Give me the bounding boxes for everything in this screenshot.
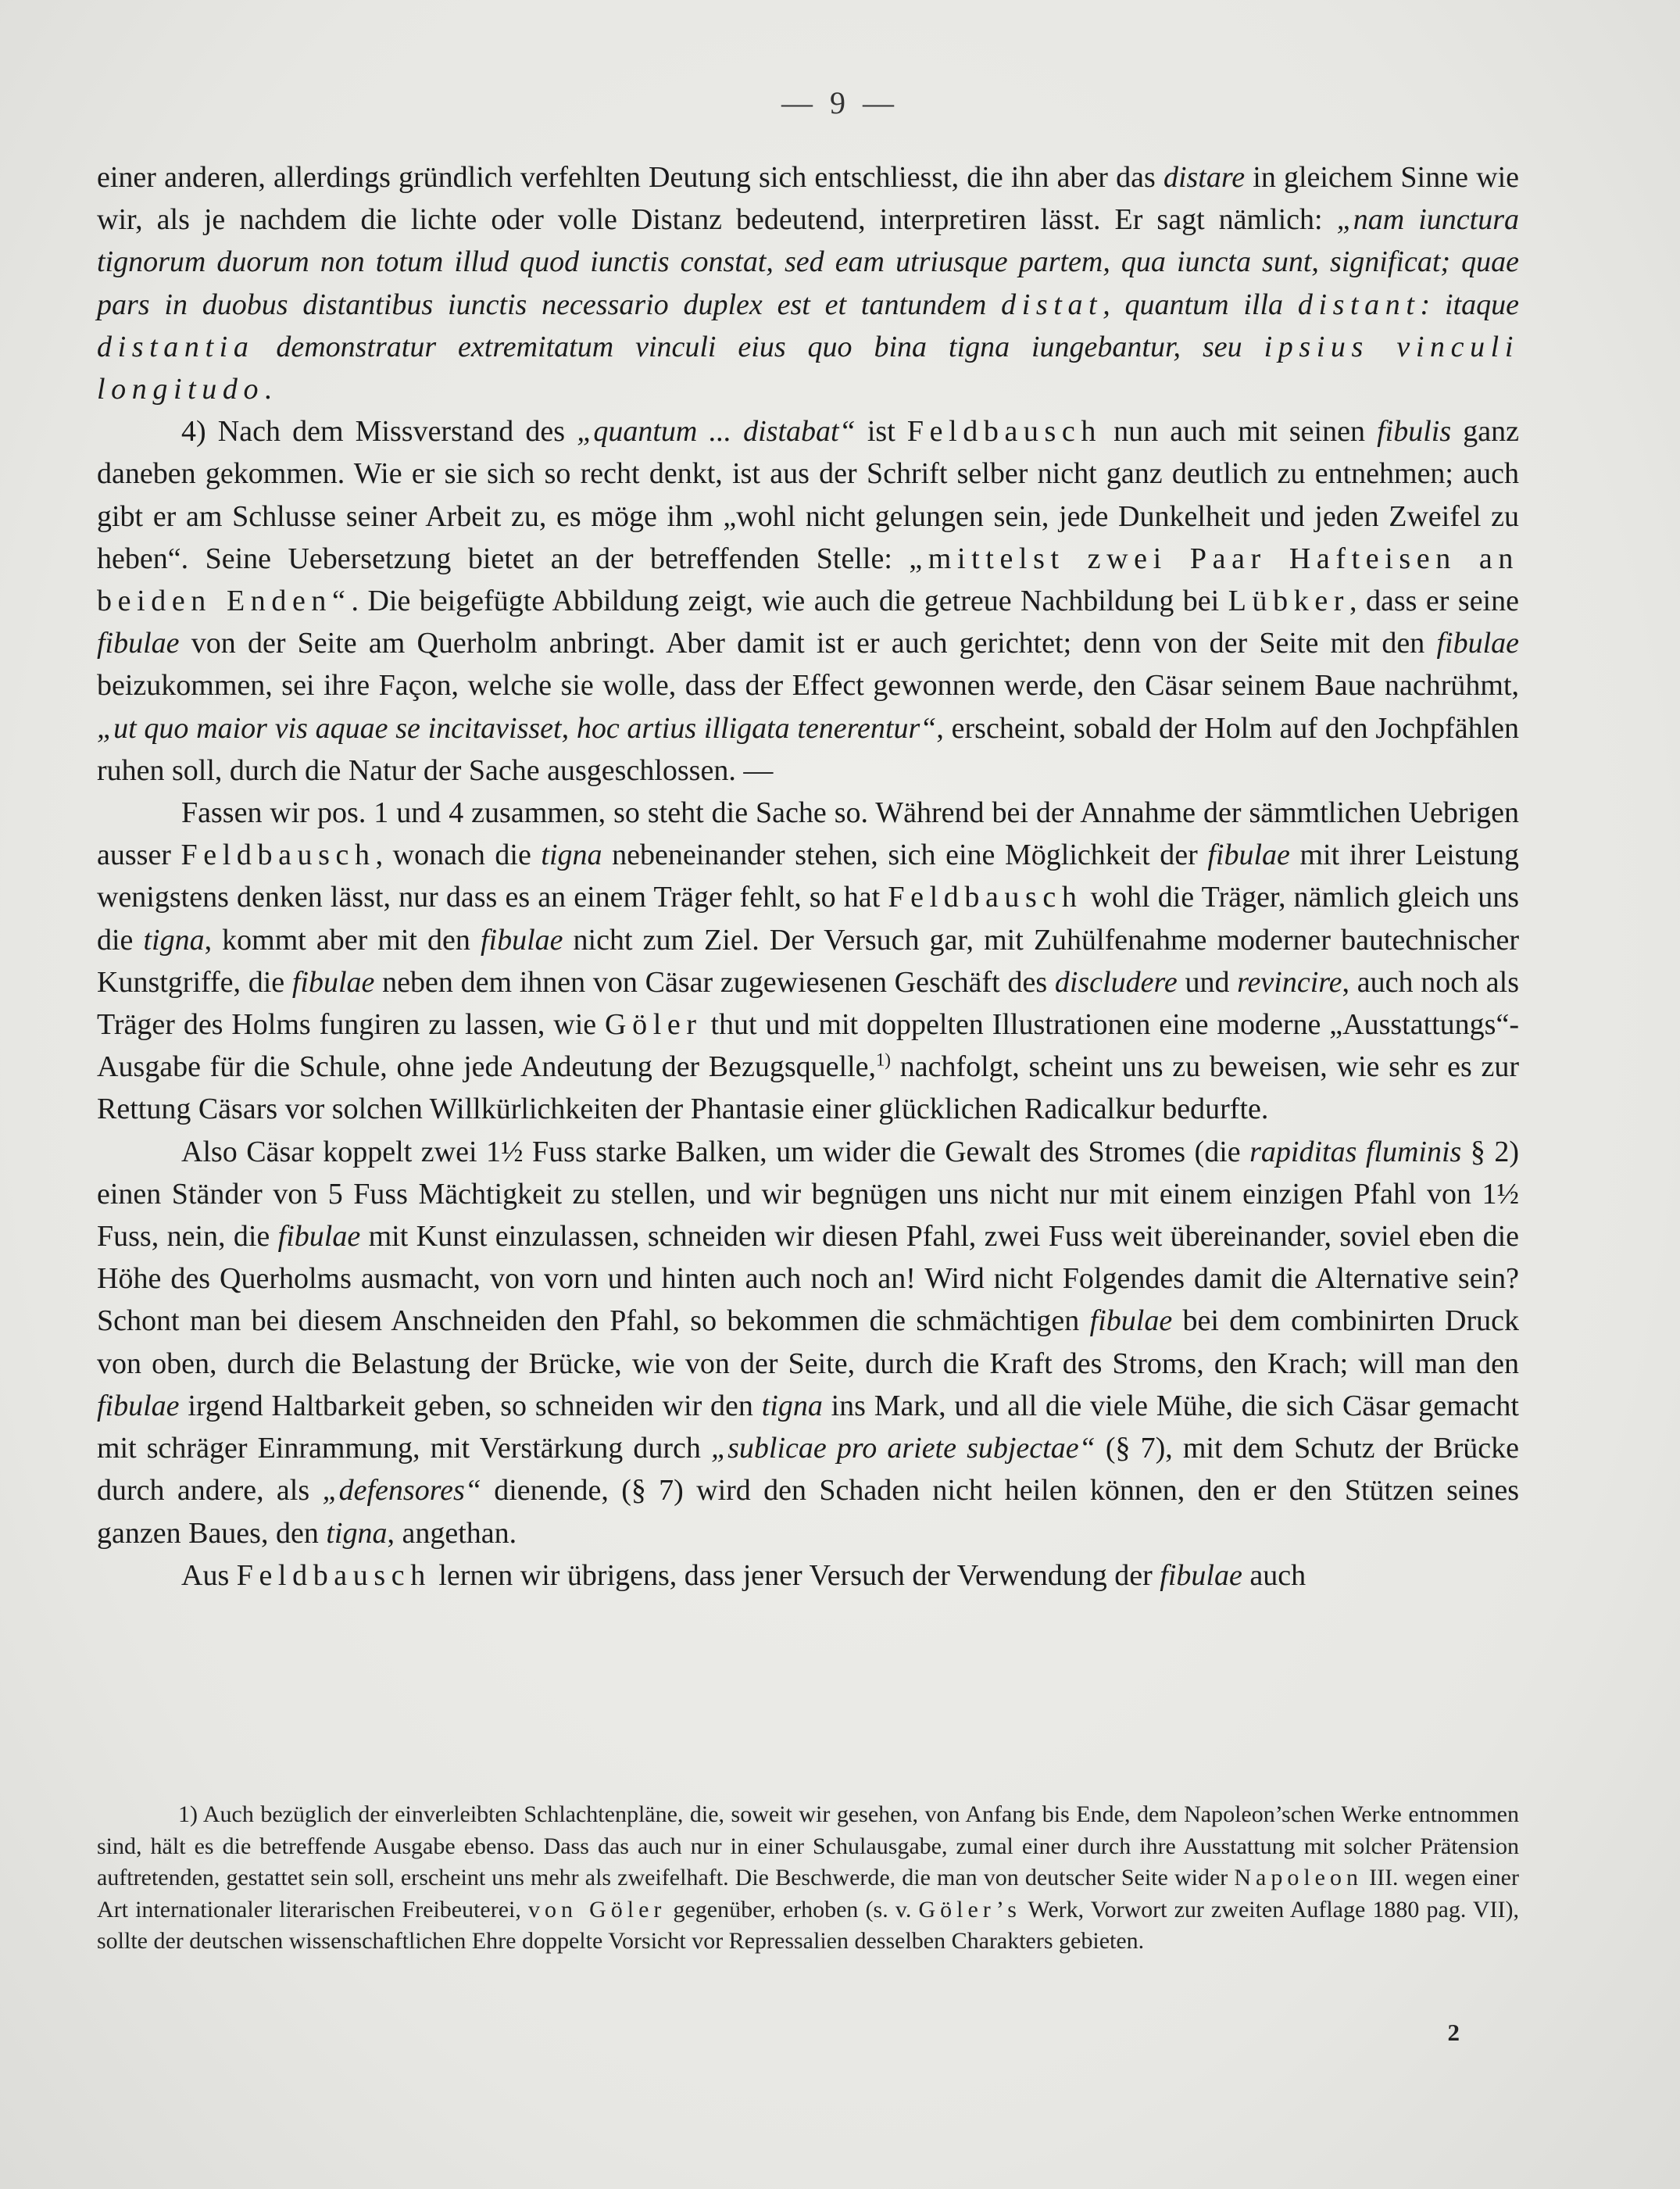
- italic-text: fibulae: [277, 1220, 361, 1254]
- italic-text: tigna: [541, 839, 602, 872]
- italic-text: „sublicae pro ariete subjectae“: [711, 1432, 1096, 1465]
- text-run: , wonach die: [375, 839, 542, 872]
- italic-text: fibulae: [97, 627, 180, 660]
- spaced-name: ipsius vinculi longitudo: [97, 330, 1520, 406]
- italic-text: fibulae: [1089, 1304, 1173, 1338]
- italic-text: „nam iunctura tignorum duorum non totum illud quod iunctis constat, sed eam utriusque partem, qua iuncta sunt, significat; quae pars in duobus distantibus iunctis necessario duplex est et tantundem: [97, 203, 1519, 321]
- spaced-name: Göler’s: [918, 1896, 1021, 1923]
- text-run: § 2) einen Ständer von 5 Fuss Mächtigkeit zu stellen, und wir begnügen uns nicht nur mit einem einzigen Pfahl von 1½ Fuss, nein, die: [97, 1135, 1519, 1254]
- text-run: (§ 7), mit dem Schutz der Brücke durch andere, als: [97, 1432, 1519, 1508]
- spaced-name: Lübker: [1228, 585, 1350, 618]
- text-run: , angethan.: [387, 1516, 517, 1550]
- text-run: , dass er seine: [1349, 585, 1519, 618]
- text-run: beizukommen, sei ihre Façon, welche sie wolle, dass der Effect gewonnen werde, den Cäsar seinem Baue nachrühmt,: [97, 669, 1519, 703]
- text-run: ins Mark, und all die viele Mühe, die sich Cäsar gemacht mit schräger Einrammung, mit Verstärkung durch: [97, 1389, 1519, 1465]
- paragraph: [97, 410, 1519, 792]
- text-run: einer anderen, allerdings gründlich verfehlten Deutung sich entschliesst, die ihn aber das: [97, 161, 1163, 194]
- text-run: 4) Nach dem Missverstand des: [181, 415, 577, 449]
- text-run: 1) Auch bezüglich der einverleibten Schlachtenpläne, die, soweit wir gesehen, von Anfang bis Ende, dem Napoleon’schen Werke entnommen sind, hält es die betreffende Ausgabe ebenso. Dass das auch nur in einer Schulausgabe, zumal einer durch ihre Ausstattung mit solcher Prätension auftretenden, gestattet sein soll, erscheint uns mehr als zweifelhaft. Die Beschwerde, die man von deutscher Seite wider: [97, 1801, 1519, 1890]
- text-run: dienende, (§ 7) wird den Schaden nicht heilen können, den er den Stützen seines ganzen Baues, den: [97, 1474, 1519, 1550]
- paragraph: [97, 792, 1519, 1131]
- italic-text: tigna: [326, 1516, 388, 1550]
- text-run: , auch noch als Träger des Holms fungiren zu lassen, wie: [97, 965, 1519, 1042]
- footnotes: [97, 1799, 1519, 1958]
- italic-text: „defensores“: [322, 1474, 481, 1508]
- text-run: nebeneinander stehen, sich eine Möglichkeit der: [602, 839, 1208, 872]
- paragraph: [97, 1554, 1519, 1597]
- text-run: nicht zum Ziel. Der Versuch gar, mit Zuhülfenahme moderner bautechnischer Kunstgriffe, die: [97, 923, 1519, 999]
- spaced-name: „mittelst zwei Paar Hafteisen an beiden Enden“: [97, 542, 1519, 618]
- italic-text: rapiditas fluminis: [1249, 1135, 1462, 1168]
- italic-text: fibulae: [1160, 1558, 1242, 1592]
- body-text: [97, 156, 1519, 1597]
- signature-mark: 2: [1447, 2019, 1460, 2046]
- italic-text: : itaque: [1420, 288, 1519, 321]
- text-run: . Die beigefügte Abbildung zeigt, wie auch die getreue Nachbildung bei: [351, 585, 1228, 618]
- italic-text: fibulae: [291, 965, 375, 999]
- text-run: III. wegen einer Art internationaler literarischen Freibeuterei,: [97, 1865, 1519, 1923]
- spaced-name: von Göler: [527, 1896, 667, 1923]
- italic-text: , quantum illa: [1103, 288, 1298, 321]
- spaced-name: Feldbausch: [181, 839, 376, 872]
- text-run: in gleichem Sinne wie wir, als je nachdem die lichte oder volle Distanz bedeutend, interpretiren lässt. Er sagt nämlich:: [97, 161, 1519, 237]
- text-run: lernen wir übrigens, dass jener Versuch der Verwendung der: [431, 1558, 1160, 1592]
- italic-text: tigna: [143, 923, 205, 957]
- text-run: Aus: [181, 1558, 237, 1592]
- spaced-name: Feldbausch: [888, 881, 1083, 914]
- footnote-ref: 1): [876, 1050, 892, 1070]
- italic-text: „quantum ... distabat“: [577, 415, 856, 449]
- text-run: nun auch mit seinen: [1101, 415, 1378, 449]
- footnote: [97, 1799, 1519, 1958]
- text-run: Also Cäsar koppelt zwei 1½ Fuss starke Balken, um wider die Gewalt des Stromes (die: [181, 1135, 1250, 1168]
- page-number-header: — 9 —: [781, 85, 899, 120]
- text-run: gegenüber, erhoben (s. v.: [666, 1896, 919, 1923]
- text-run: , erscheint, sobald der Holm auf den Jochpfählen ruhen soll, durch die Natur der Sache ausgeschlossen. —: [97, 711, 1519, 787]
- text-run: Fassen wir pos. 1 und 4 zusammen, so steht die Sache so. Während bei der Annahme der sämmtlichen Uebrigen ausser: [97, 796, 1519, 872]
- spaced-name: Napoleon: [1234, 1865, 1363, 1890]
- spaced-name: distant: [1297, 288, 1421, 321]
- italic-text: revincire: [1237, 965, 1342, 999]
- paragraph: [97, 1131, 1519, 1554]
- italic-text: tigna: [761, 1389, 823, 1422]
- text-run: , kommt aber mit den: [204, 923, 481, 957]
- spaced-name: Göler: [605, 1008, 702, 1042]
- italic-text: discludere: [1054, 965, 1178, 999]
- text-run: thut und mit doppelten Illustrationen eine moderne „Ausstattungs“-Ausgabe für die Schule, ohne jede Andeutung der Bezugsquelle,: [97, 1008, 1519, 1084]
- text-run: mit ihrer Leistung wenigstens denken lässt, nur dass es an einem Träger fehlt, so hat: [97, 839, 1519, 914]
- spaced-name: Feldbausch: [906, 415, 1102, 449]
- italic-text: fibulis: [1377, 415, 1452, 449]
- text-run: mit Kunst einzulassen, schneiden wir diesen Pfahl, zwei Fuss weit übereinander, soviel eben die Höhe des Querholms ausmacht, von vorn und hinten auch noch an! Wird nicht Folgendes damit die Alternative sein? Schont man bei diesem Anschneiden den Pfahl, so bekommen die schmächtigen: [97, 1220, 1519, 1338]
- paragraph: [97, 156, 1519, 410]
- text-run: neben dem ihnen von Cäsar zugewiesenen Geschäft des: [374, 965, 1055, 999]
- text-run: und: [1177, 965, 1238, 999]
- text-run: irgend Haltbarkeit geben, so schneiden wir den: [179, 1389, 762, 1422]
- text-run: von der Seite am Querholm anbringt. Aber damit ist er auch gerichtet; denn von der Seite mit den: [179, 627, 1437, 660]
- text-run: Werk, Vorwort zur zweiten Auflage 1880 pag. VII), sollte der deutschen wissenschaftlichen Ehre doppelte Vorsicht vor Repressalien desselben Charakters gebieten.: [97, 1896, 1519, 1954]
- text-run: bei dem combinirten Druck von oben, durch die Belastung der Brücke, wie von der Seite, durch die Kraft des Stroms, den Krach; will man den: [97, 1304, 1519, 1380]
- text-run: wohl die Träger, nämlich gleich uns die: [97, 881, 1519, 957]
- italic-text: fibulae: [1436, 627, 1519, 660]
- text-run: nachfolgt, scheint uns zu beweisen, wie sehr es zur Rettung Cäsars vor solchen Willkürlichkeiten der Phantasie einer glücklichen Radicalkur bedurfte.: [97, 1050, 1519, 1126]
- spaced-name: Feldbausch: [236, 1558, 431, 1592]
- italic-text: demonstratur extremitatum vinculi eius quo bina tigna iungebantur, seu: [254, 330, 1264, 363]
- italic-text: „ut quo maior vis aquae se incitavisset, hoc artius illigata tenerentur“: [97, 711, 937, 745]
- text-run: ist: [855, 415, 907, 449]
- italic-text: distare: [1163, 161, 1246, 194]
- spaced-name: distantia: [97, 330, 255, 363]
- text-run: .: [264, 373, 272, 406]
- spaced-name: distat: [1001, 288, 1103, 321]
- italic-text: fibulae: [480, 923, 563, 957]
- italic-text: fibulae: [97, 1389, 180, 1422]
- italic-text: fibulae: [1207, 839, 1290, 872]
- text-run: auch: [1242, 1558, 1306, 1592]
- text-run: ganz daneben gekommen. Wie er sie sich so recht denkt, ist aus der Schrift selber nicht ganz deutlich zu entnehmen; auch gibt er am Schlusse seiner Arbeit zu, es möge ihm „wohl nicht gelungen sein, jede Dunkelheit und jeden Zweifel zu heben“. Seine Uebersetzung bietet an der betreffenden Stelle:: [97, 415, 1520, 575]
